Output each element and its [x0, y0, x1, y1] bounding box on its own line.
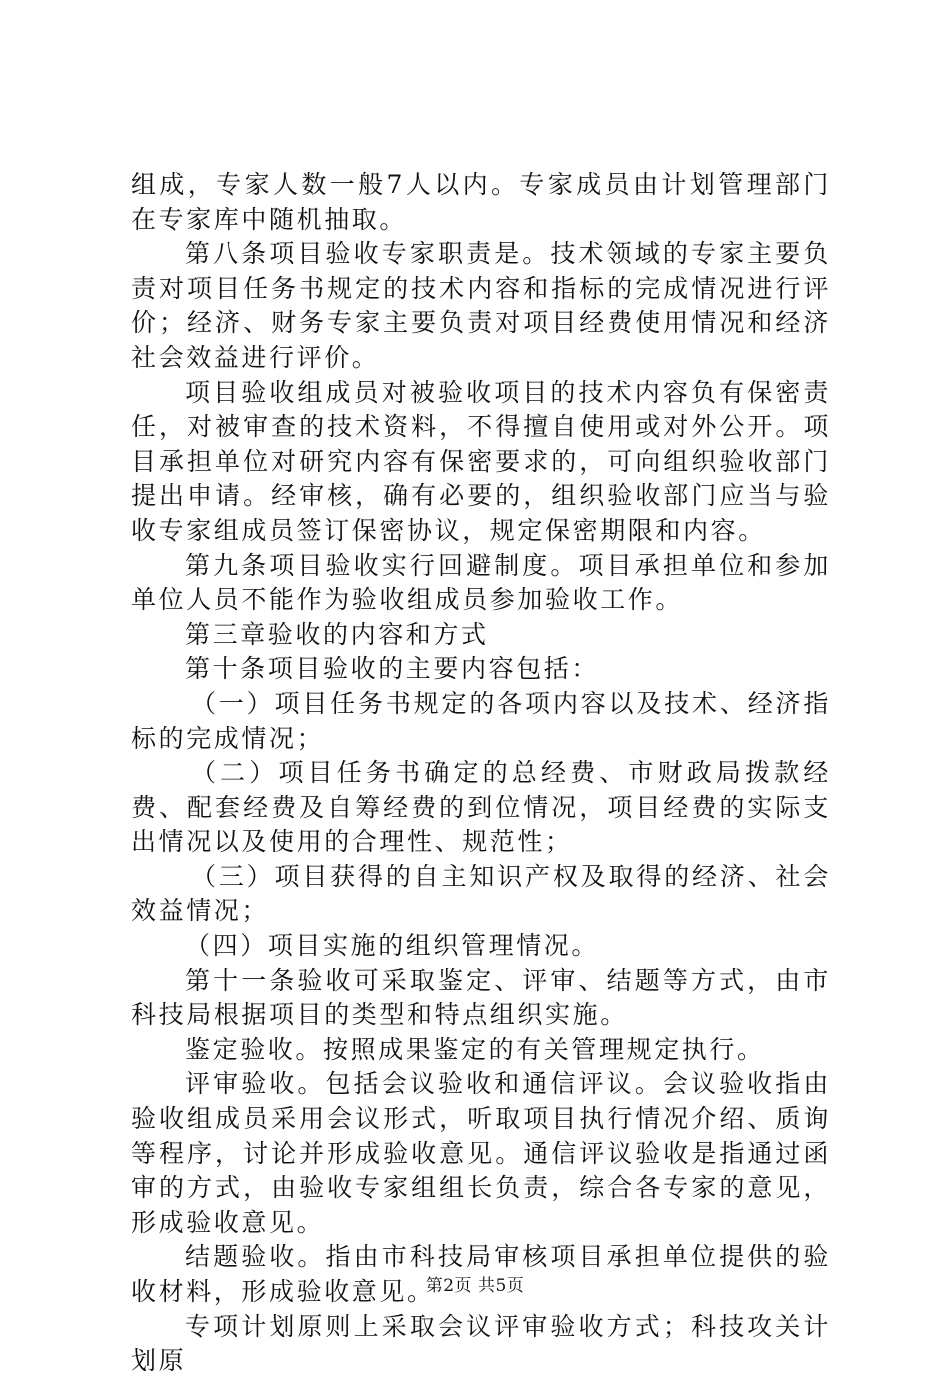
paragraph: 第九条项目验收实行回避制度。项目承担单位和参加单位人员不能作为验收组成员参加验收工作。	[131, 550, 831, 615]
page-number-footer: 第2页 共5页	[425, 1276, 525, 1296]
list-item: （四）项目实施的组织管理情况。	[185, 931, 600, 961]
paragraph: 结题验收。指由市科技局审核项目承担单位提供的验收材料，形成验收意见。	[131, 1242, 831, 1306]
paragraph: 评审验收。包括会议验收和通信评议。会议验收指由验收组成员采用会议形式，听取项目执行情况介绍、质询等程序，讨论并形成验收意见。通信评议验收是指通过函审的方式，由验收专家组组长负责，综合各专家的意见，形成验收意见。	[131, 1069, 831, 1237]
paragraph: 第十条项目验收的主要内容包括：	[185, 654, 600, 684]
list-item: （二）项目任务书确定的总经费、市财政局拨款经费、配套经费及自筹经费的到位情况，项目经费的实际支出情况以及使用的合理性、规范性；	[131, 758, 831, 857]
paragraph: 专项计划原则上采取会议评审验收方式；科技攻关计划原	[131, 1311, 831, 1376]
document-body	[131, 168, 831, 1379]
chapter-heading: 第三章验收的内容和方式	[185, 619, 489, 649]
list-item: （三）项目获得的自主知识产权及取得的经济、社会效益情况；	[131, 861, 831, 926]
paragraph: 组成，专家人数一般7人以内。专家成员由计划管理部门在专家库中随机抽取。	[131, 170, 831, 234]
paragraph: 鉴定验收。按照成果鉴定的有关管理规定执行。	[185, 1034, 765, 1064]
list-item: （一）项目任务书规定的各项内容以及技术、经济指标的完成情况；	[131, 688, 831, 753]
paragraph: 第十一条验收可采取鉴定、评审、结题等方式，由市科技局根据项目的类型和特点组织实施。	[131, 965, 831, 1030]
paragraph: 项目验收组成员对被验收项目的技术内容负有保密责任，对被审查的技术资料，不得擅自使用或对外公开。项目承担单位对研究内容有保密要求的，可向组织验收部门提出申请。经审核，确有必要的，组织验收部门应当与验收专家组成员签订保密协议，规定保密期限和内容。	[131, 377, 831, 545]
paragraph: 第八条项目验收专家职责是。技术领域的专家主要负责对项目任务书规定的技术内容和指标的完成情况进行评价；经济、财务专家主要负责对项目经费使用情况和经济社会效益进行评价。	[131, 239, 831, 372]
